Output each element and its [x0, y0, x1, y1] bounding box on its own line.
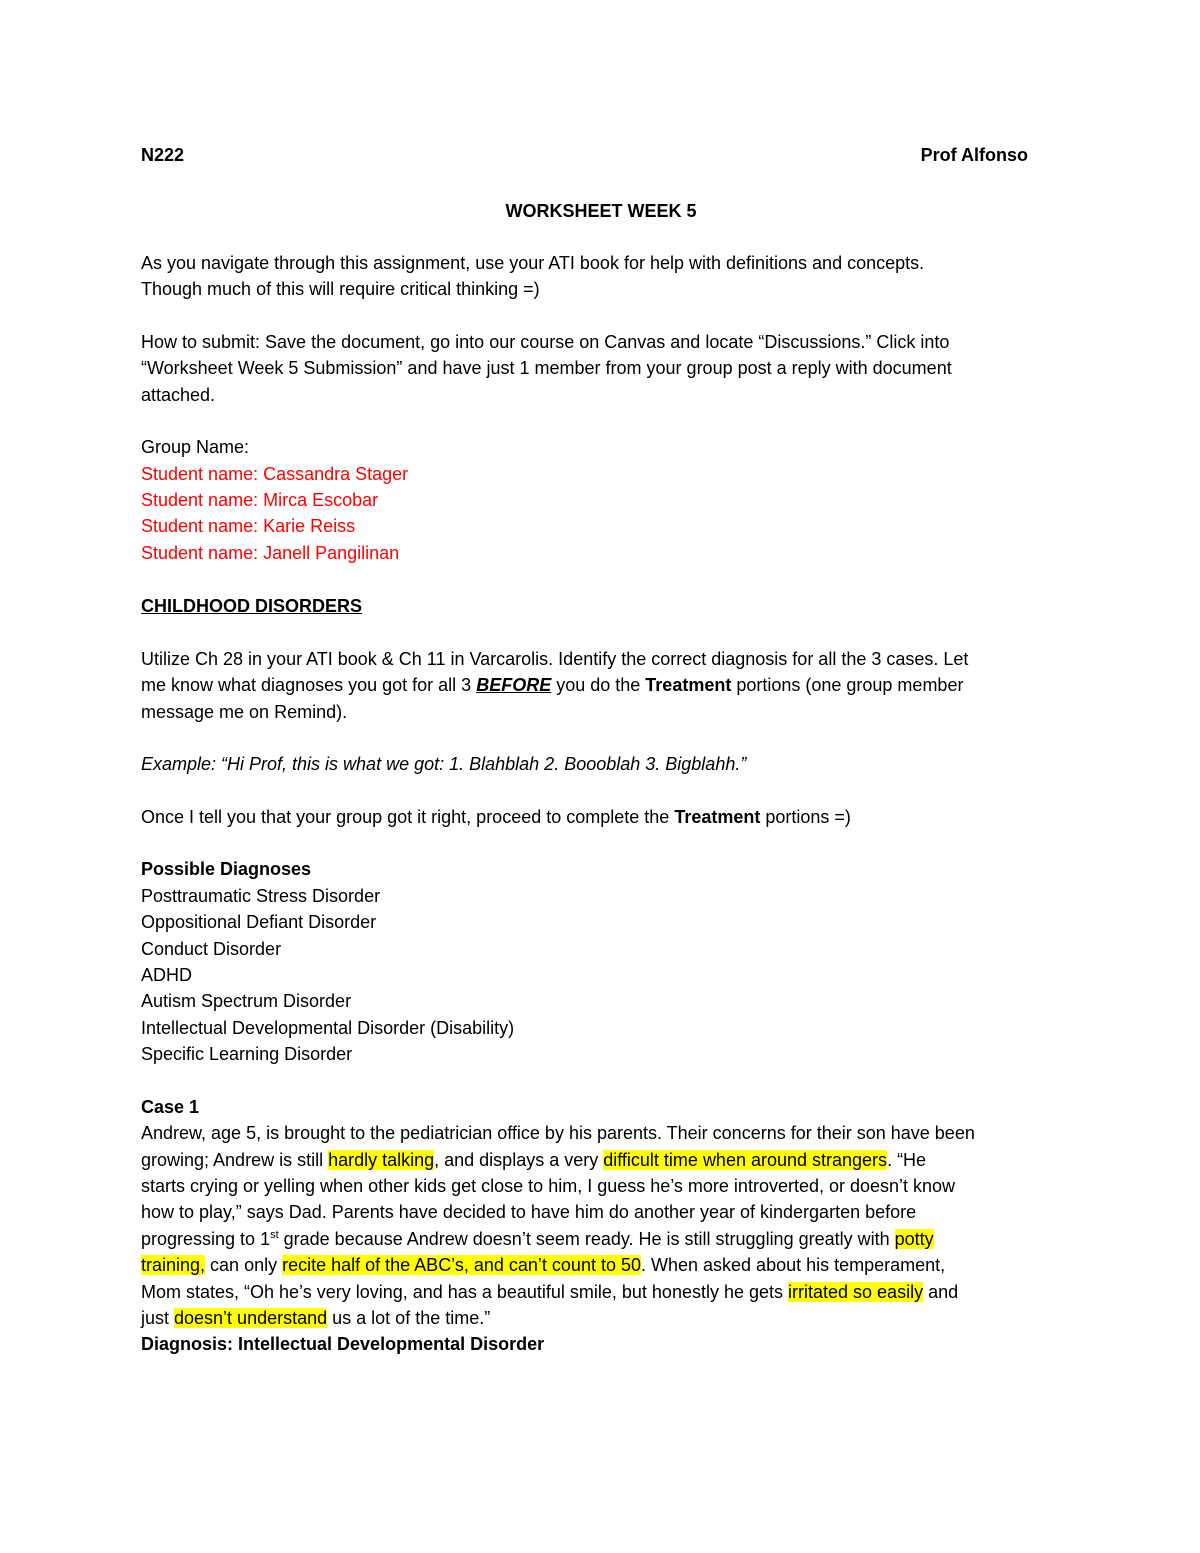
- course-code: N222: [141, 145, 185, 165]
- instructions-line-2: me know what diagnoses you got for all 3 BEFORE you do the Treatment portions (one group member: [141, 675, 964, 695]
- diagnosis-item: Conduct Disorder: [141, 939, 282, 959]
- student-name: Student name: Mirca Escobar: [141, 490, 379, 510]
- worksheet-title: WORKSHEET WEEK 5: [505, 201, 697, 221]
- case-1-line: Andrew, age 5, is brought to the pediatrician office by his parents. Their concerns for their son have been: [141, 1123, 975, 1143]
- professor-name: Prof Alfonso: [920, 145, 1028, 165]
- diagnosis-item: Intellectual Developmental Disorder (Disability): [141, 1018, 515, 1038]
- case-1-line: starts crying or yelling when other kids get close to him, I guess he’s more introverted, or doesn’t know: [141, 1176, 956, 1196]
- instructions-line-1: Utilize Ch 28 in your ATI book & Ch 11 in Varcarolis. Identify the correct diagnosis for all the 3 cases. Let: [141, 649, 969, 669]
- case-1-line: progressing to 1st grade because Andrew doesn’t seem ready. He is still struggling greatly with potty: [141, 1229, 934, 1249]
- submit-line-3: attached.: [141, 385, 216, 405]
- diagnosis-item: Autism Spectrum Disorder: [141, 991, 352, 1011]
- highlight: training,: [141, 1255, 206, 1275]
- submit-line-1: How to submit: Save the document, go into our course on Canvas and locate “Discussions.” Click into: [141, 332, 950, 352]
- case-1-line: just doesn’t understand us a lot of the time.”: [141, 1308, 491, 1328]
- case-1-heading: Case 1: [141, 1097, 200, 1117]
- highlight: doesn’t understand: [174, 1308, 328, 1328]
- diagnosis-item: Specific Learning Disorder: [141, 1044, 353, 1064]
- intro-line-2: Though much of this will require critical thinking =): [141, 279, 540, 299]
- case-1-line: training, can only recite half of the ABC’s, and can’t count to 50. When asked about his temperament,: [141, 1255, 946, 1275]
- diagnoses-heading: Possible Diagnoses: [141, 859, 312, 879]
- case-1-line: how to play,” says Dad. Parents have decided to have him do another year of kindergarten before: [141, 1202, 917, 1222]
- diagnosis-item: ADHD: [141, 965, 193, 985]
- intro-line-1: As you navigate through this assignment, use your ATI book for help with definitions and concepts.: [141, 253, 925, 273]
- before-emphasis: BEFORE: [476, 675, 552, 695]
- student-name: Student name: Karie Reiss: [141, 516, 356, 536]
- student-name: Student name: Janell Pangilinan: [141, 543, 400, 563]
- highlight: potty: [894, 1229, 934, 1249]
- once-text: Once I tell you that your group got it right, proceed to complete the Treatment portions =): [141, 807, 851, 827]
- diagnosis-item: Posttraumatic Stress Disorder: [141, 886, 381, 906]
- highlight: recite half of the ABC’s, and can’t count to 50: [282, 1255, 641, 1275]
- group-name-label: Group Name:: [141, 437, 250, 457]
- section-heading: CHILDHOOD DISORDERS: [141, 596, 363, 616]
- case-1-line: growing; Andrew is still hardly talking, and displays a very difficult time when around strangers. “He: [141, 1150, 927, 1170]
- diagnosis-item: Oppositional Defiant Disorder: [141, 912, 377, 932]
- highlight: difficult time when around strangers: [603, 1150, 888, 1170]
- highlight: hardly talking: [328, 1150, 435, 1170]
- case-1-diagnosis: Diagnosis: Intellectual Developmental Disorder: [141, 1334, 545, 1354]
- submit-line-2: “Worksheet Week 5 Submission” and have just 1 member from your group post a reply with document: [141, 358, 952, 378]
- student-name: Student name: Cassandra Stager: [141, 464, 409, 484]
- case-1-line: Mom states, “Oh he’s very loving, and has a beautiful smile, but honestly he gets irritated so easily and: [141, 1282, 959, 1302]
- example-text: Example: “Hi Prof, this is what we got: 1. Blahblah 2. Boooblah 3. Bigblahh.”: [141, 754, 747, 774]
- instructions-line-3: message me on Remind).: [141, 702, 348, 722]
- highlight: irritated so easily: [788, 1282, 924, 1302]
